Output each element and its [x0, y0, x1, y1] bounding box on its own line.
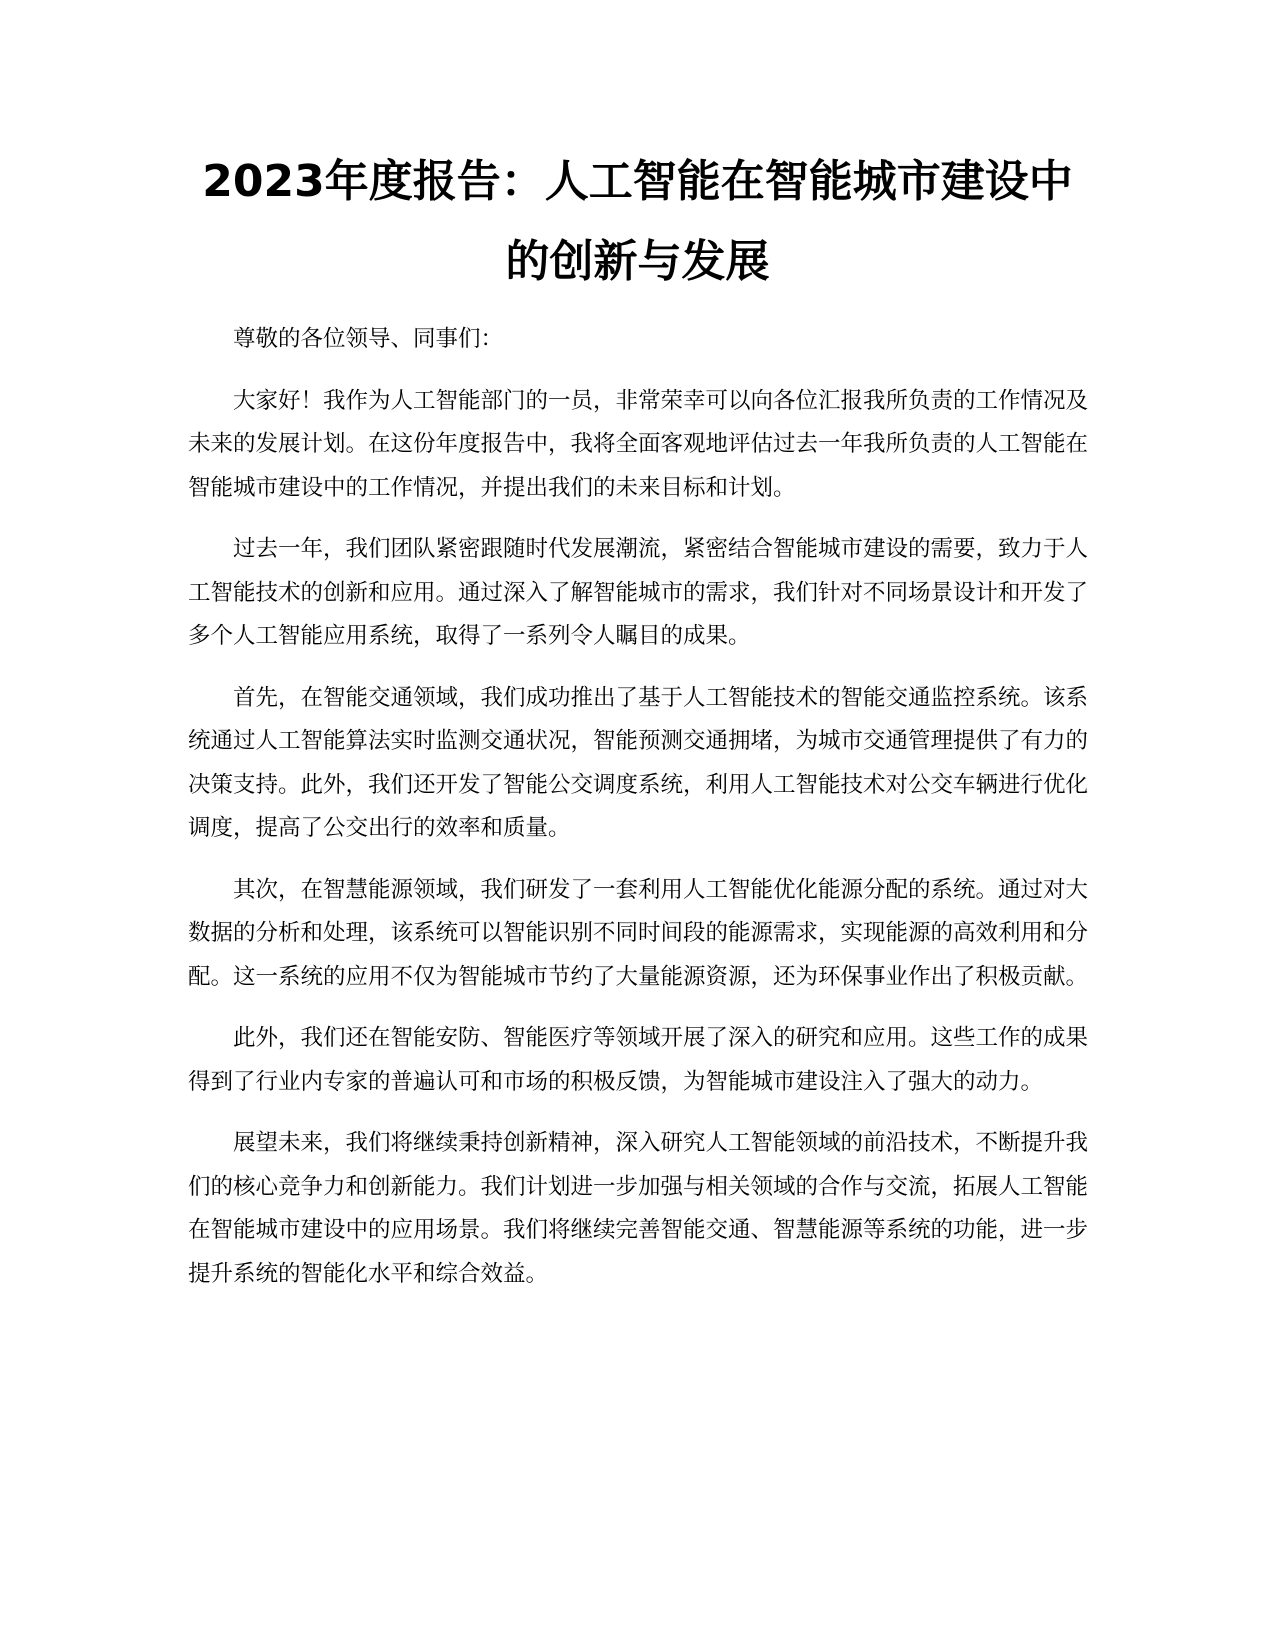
- title-line-1: 2023年度报告：人工智能在智能城市建设中: [202, 156, 1073, 207]
- greeting-paragraph: 尊敬的各位领导、同事们：: [233, 326, 504, 352]
- body-paragraph-2: 过去一年，我们团队紧密跟随时代发展潮流，紧密结合智能城市建设的需要，致力于人工智能技术的创新和应用。通过深入了解智能城市的需求，我们针对不同场景设计和开发了多个人工智能应用系统，取得了一系列令人瞩目的成果。: [188, 536, 1089, 649]
- body-paragraph-5: 此外，我们还在智能安防、智能医疗等领域开展了深入的研究和应用。这些工作的成果得到了行业内专家的普遍认可和市场的积极反馈，为智能城市建设注入了强大的动力。: [188, 1025, 1089, 1095]
- document-title: [150, 142, 1125, 302]
- body-paragraph-6: 展望未来，我们将继续秉持创新精神，深入研究人工智能领域的前沿技术，不断提升我们的核心竞争力和创新能力。我们计划进一步加强与相关领域的合作与交流，拓展人工智能在智能城市建设中的应用场景。我们将继续完善智能交通、智慧能源等系统的功能，进一步提升系统的智能化水平和综合效益。: [188, 1130, 1089, 1287]
- body-paragraph-1: 大家好！我作为人工智能部门的一员，非常荣幸可以向各位汇报我所负责的工作情况及未来的发展计划。在这份年度报告中，我将全面客观地评估过去一年我所负责的人工智能在智能城市建设中的工作情况，并提出我们的未来目标和计划。: [188, 387, 1089, 501]
- document-body: [188, 318, 1088, 1314]
- title-line-2: 的创新与发展: [505, 236, 770, 287]
- body-paragraph-4: 其次，在智慧能源领域，我们研发了一套利用人工智能优化能源分配的系统。通过对大数据的分析和处理，该系统可以智能识别不同时间段的能源需求，实现能源的高效利用和分配。这一系统的应用不仅为智能城市节约了大量能源资源，还为环保事业作出了积极贡献。: [188, 876, 1089, 990]
- body-paragraph-3: 首先，在智能交通领域，我们成功推出了基于人工智能技术的智能交通监控系统。该系统通过人工智能算法实时监测交通状况，智能预测交通拥堵，为城市交通管理提供了有力的决策支持。此外，我们还开发了智能公交调度系统，利用人工智能技术对公交车辆进行优化调度，提高了公交出行的效率和质量。: [188, 684, 1089, 841]
